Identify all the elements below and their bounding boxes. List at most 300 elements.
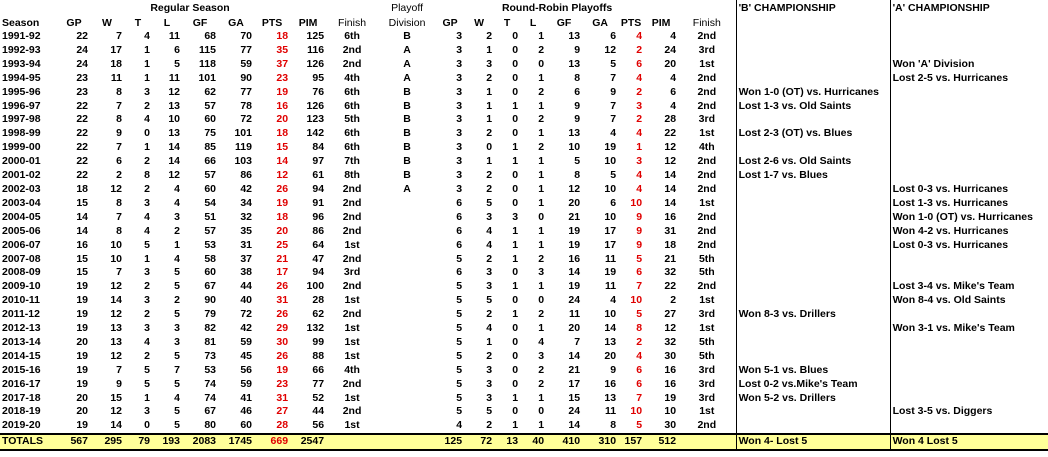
table-row [0,378,1048,392]
playoff-ga-cell: 13 [604,391,617,404]
a-championship-cell [890,44,1048,58]
pim-cell: 88 [312,349,325,362]
playoff-pim-cell: 10 [664,405,677,418]
season-cell: 2008-09 [2,266,41,279]
finish-cell: 1st [344,322,360,335]
playoff-t-cell: 0 [512,405,519,418]
table-row [0,266,1048,280]
w-cell: 10 [110,238,122,251]
playoff-pts-cell: 4 [636,30,643,42]
playoff-l-cell: 0 [538,210,545,223]
playoff-ga-cell: 14 [604,322,617,335]
playoff-w-cell: 2 [486,308,493,321]
playoff-pim-cell: 28 [664,113,677,126]
col-finish: Finish [338,17,367,29]
playoff-pim-cell: 30 [664,349,677,362]
table-row [0,86,1048,100]
finish-cell: 1st [344,391,360,404]
playoff-finish-cell: 2nd [697,419,717,432]
playoff-w-cell: 2 [486,182,493,195]
a-championship-cell: Lost 2-5 vs. Hurricanes [890,72,1048,86]
ga-cell: 119 [235,141,252,154]
a-championship-cell [890,392,1048,406]
finish-cell: 2nd [342,57,362,70]
pts-cell: 28 [276,419,289,432]
playoff-pts-cell: 4 [636,349,643,362]
table-row [0,127,1048,141]
l-cell: 11 [168,30,180,42]
playoff-ga-cell: 17 [604,238,617,251]
gf-cell: 60 [204,113,216,126]
t-cell: 0 [144,419,150,432]
pts-cell: 17 [276,266,289,279]
playoff-gp-cell: 3 [456,182,463,195]
gf-cell: 51 [204,210,216,223]
t-cell: 3 [144,85,150,98]
ga-cell: 32 [240,210,252,223]
t-cell: 2 [144,99,150,112]
pts-cell: 21 [276,252,289,265]
b-championship-cell: Won 8-3 vs. Drillers [736,308,890,322]
playoff-finish-cell: 3rd [698,43,715,56]
w-cell: 9 [116,127,122,140]
t-cell: 1 [144,252,150,265]
playoff-finish-cell: 5th [698,335,715,348]
w-cell: 7 [116,363,122,376]
pts-cell: 18 [276,210,289,223]
playoff-pim-cell: 4 [670,30,677,42]
playoff-gf-cell: 9 [574,43,581,56]
playoff-heading: Playoff [391,2,424,14]
t-cell: 3 [144,405,150,418]
pts-cell: 26 [276,349,289,362]
season-cell: 2013-14 [2,335,41,348]
totals-playoff-pim: 512 [644,434,678,450]
playoff-pts-cell: 4 [636,169,643,182]
pts-cell: 26 [276,308,289,321]
totals-a-championship: Won 4 Lost 5 [890,434,1048,450]
a-championship-cell [890,308,1048,322]
b-championship-heading: 'B' CHAMPIONSHIP [736,0,890,16]
pts-cell: 15 [276,141,289,154]
playoff-t-cell: 0 [512,43,519,56]
playoff-pts-cell: 6 [636,363,643,376]
season-cell: 1992-93 [2,43,41,56]
w-cell: 17 [110,43,122,56]
gf-cell: 67 [204,405,216,418]
totals-t: 79 [124,434,152,450]
a-championship-cell [890,155,1048,169]
playoff-l-cell: 0 [538,57,545,70]
playoff-pim-cell: 12 [664,141,677,154]
pts-cell: 12 [276,169,289,182]
playoff-w-cell: 4 [486,322,493,335]
playoff-pim-cell: 12 [664,155,677,168]
a-championship-cell [890,30,1048,44]
l-cell: 12 [168,85,180,98]
a-championship-cell: Won 4-2 vs. Hurricanes [890,225,1048,239]
l-cell: 2 [174,224,180,237]
playoff-l-cell: 1 [538,280,545,293]
playoff-gp-cell: 5 [456,377,463,390]
playoff-pts-cell: 6 [636,57,643,70]
gp-cell: 22 [76,155,88,168]
playoff-ga-cell: 11 [604,280,617,293]
playoff-finish-cell: 2nd [697,169,717,182]
division-cell [378,211,436,225]
totals-b-championship: Won 4- Lost 5 [736,434,890,450]
playoff-gp-cell: 5 [456,363,463,376]
regular-season-heading: Regular Season [150,2,230,14]
playoff-ga-cell: 19 [604,266,617,279]
w-cell: 7 [116,99,122,112]
playoff-ga-cell: 4 [610,127,617,140]
w-cell: 12 [110,182,122,195]
playoff-gp-cell: 6 [456,266,463,279]
finish-cell: 2nd [342,182,362,195]
l-cell: 4 [174,196,180,209]
season-cell: 1993-94 [2,57,41,70]
playoff-w-cell: 1 [486,335,493,348]
playoff-pim-cell: 6 [670,85,677,98]
table-row [0,211,1048,225]
playoff-gf-cell: 21 [568,363,581,376]
playoff-ga-cell: 5 [610,57,617,70]
b-championship-cell [736,266,890,280]
a-championship-cell: Lost 3-4 vs. Mike's Team [890,280,1048,294]
playoff-t-cell: 0 [512,363,519,376]
table-row [0,322,1048,336]
b-championship-cell [736,30,890,44]
ga-cell: 59 [240,57,252,70]
playoff-l-cell: 0 [538,405,545,418]
playoff-ga-cell: 20 [604,349,617,362]
totals-playoff-w: 72 [464,434,494,450]
gp-cell: 19 [76,377,88,390]
finish-cell: 1st [344,419,360,432]
playoff-l-cell: 2 [538,363,545,376]
playoff-gf-cell: 21 [568,210,581,223]
pts-cell: 27 [276,405,289,418]
b-championship-cell [736,183,890,197]
col-gp: GP [66,17,82,29]
l-cell: 4 [174,391,180,404]
playoff-ga-cell: 10 [604,308,617,321]
playoff-pim-cell: 24 [664,43,677,56]
col-ga: GA [228,17,244,29]
pim-cell: 94 [312,182,325,195]
playoff-l-cell: 2 [538,113,545,126]
gf-cell: 57 [204,169,216,182]
playoff-gf-cell: 20 [568,322,581,335]
playoff-ga-cell: 13 [604,335,617,348]
pts-cell: 29 [276,322,289,335]
playoff-gp-cell: 3 [456,99,463,112]
t-cell: 5 [144,363,150,376]
playoff-t-cell: 0 [512,57,519,70]
pim-cell: 91 [312,196,325,209]
pts-cell: 14 [276,155,289,168]
header-row-top [0,0,1048,16]
playoff-pim-cell: 4 [670,99,677,112]
t-cell: 2 [144,308,150,321]
l-cell: 4 [174,182,180,195]
table-row [0,197,1048,211]
playoff-gf-cell: 14 [568,349,581,362]
playoff-gp-cell: 5 [456,322,463,335]
gp-cell: 22 [76,99,88,112]
w-cell: 12 [110,349,122,362]
playoff-finish-cell: 3rd [698,377,715,390]
gf-cell: 60 [204,182,216,195]
col-playoff-pim: PIM [651,17,671,29]
b-championship-cell [736,350,890,364]
playoff-gf-cell: 24 [568,294,581,307]
season-cell: 1994-95 [2,71,41,84]
col-playoff-t: T [503,17,511,29]
playoff-gp-cell: 3 [456,43,463,56]
finish-cell: 2nd [342,280,362,293]
gp-cell: 15 [76,252,88,265]
playoff-l-cell: 2 [538,85,545,98]
playoff-pim-cell: 21 [664,252,677,265]
playoff-pim-cell: 14 [664,169,677,182]
finish-cell: 7th [344,155,360,168]
gp-cell: 19 [76,363,88,376]
playoff-pim-cell: 2 [670,294,677,307]
playoff-ga-cell: 4 [610,294,617,307]
t-cell: 3 [144,294,150,307]
playoff-l-cell: 1 [538,196,545,209]
season-cell: 2010-11 [2,294,40,307]
w-cell: 7 [116,141,122,154]
division-cell: B [403,30,411,42]
gp-cell: 14 [76,210,88,223]
pim-cell: 116 [307,43,325,56]
season-cell: 2006-07 [2,238,41,251]
l-cell: 3 [174,210,180,223]
totals-gf: 2083 [182,434,218,450]
pts-cell: 23 [276,71,289,84]
playoff-ga-cell: 7 [610,71,617,84]
season-cell: 2016-17 [2,377,41,390]
table-row [0,364,1048,378]
playoff-ga-cell: 9 [610,85,617,98]
gp-cell: 14 [76,224,88,237]
pim-cell: 125 [306,30,325,42]
playoff-l-cell: 2 [538,308,545,321]
season-cell: 2001-02 [2,169,41,182]
division-cell [378,405,436,419]
table-row [0,239,1048,253]
ga-cell: 59 [240,335,252,348]
w-cell: 14 [110,419,122,432]
gf-cell: 54 [204,196,216,209]
playoff-pts-cell: 9 [636,238,643,251]
b-championship-cell: Lost 1-3 vs. Old Saints [736,100,890,114]
t-cell: 3 [144,322,150,335]
col-w: W [102,17,112,29]
playoff-pts-cell: 5 [636,308,643,321]
a-championship-cell: Won 3-1 vs. Mike's Team [890,322,1048,336]
playoff-finish-cell: 2nd [697,210,717,223]
playoff-l-cell: 1 [538,155,545,168]
division-cell [378,364,436,378]
col-division: Division [388,17,426,29]
gf-cell: 57 [204,99,216,112]
playoff-pts-cell: 2 [636,85,643,98]
playoff-t-cell: 0 [512,294,519,307]
pts-cell: 37 [276,57,289,70]
playoff-gf-cell: 20 [568,196,581,209]
b-championship-cell: Lost 0-2 vs.Mike's Team [736,378,890,392]
playoff-w-cell: 2 [486,127,493,140]
playoff-pim-cell: 16 [664,363,677,376]
season-cell: 2009-10 [2,280,41,293]
playoff-t-cell: 0 [512,322,519,335]
finish-cell: 1st [344,335,360,348]
playoff-gp-cell: 3 [456,127,463,140]
playoff-gf-cell: 14 [568,419,581,432]
playoff-w-cell: 4 [486,238,493,251]
a-championship-cell: Won 8-4 vs. Old Saints [890,294,1048,308]
season-cell: 1991-92 [2,30,41,42]
totals-w: 295 [90,434,124,450]
playoff-t-cell: 1 [512,238,519,251]
playoff-w-cell: 5 [486,294,493,307]
playoff-gp-cell: 6 [456,196,463,209]
gf-cell: 85 [204,141,216,154]
t-cell: 0 [144,127,150,140]
playoff-finish-cell: 2nd [697,182,717,195]
playoff-t-cell: 0 [512,349,519,362]
playoff-pts-cell: 6 [636,377,643,390]
gf-cell: 75 [204,127,216,140]
division-cell [378,239,436,253]
finish-cell: 3rd [343,266,361,279]
playoff-ga-cell: 8 [610,419,617,432]
playoff-gf-cell: 5 [574,155,581,168]
season-cell: 1995-96 [2,85,41,98]
division-cell [378,266,436,280]
finish-cell: 6th [344,30,360,42]
gf-cell: 101 [198,71,216,84]
finish-cell: 2nd [342,224,362,237]
playoff-l-cell: 1 [538,169,545,182]
ga-cell: 77 [240,43,252,56]
b-championship-cell [736,141,890,155]
playoff-gp-cell: 5 [456,252,463,265]
col-pim: PIM [298,17,318,29]
playoff-l-cell: 1 [538,224,545,237]
totals-playoff-ga: 310 [582,434,618,450]
ga-cell: 42 [240,182,252,195]
pim-cell: 123 [306,113,325,126]
w-cell: 8 [116,196,122,209]
playoff-finish-cell: 1st [699,294,715,307]
pim-cell: 47 [312,252,325,265]
playoff-gp-cell: 3 [456,57,463,70]
t-cell: 5 [144,238,150,251]
ga-cell: 60 [240,419,252,432]
pts-cell: 31 [276,391,289,404]
gp-cell: 24 [76,43,88,56]
playoff-pim-cell: 16 [664,377,677,390]
l-cell: 5 [174,308,180,321]
playoff-gf-cell: 13 [568,57,581,70]
division-cell [378,294,436,308]
l-cell: 5 [174,266,180,279]
a-championship-cell [890,86,1048,100]
season-cell: 1999-00 [2,141,41,154]
gp-cell: 20 [76,335,88,348]
totals-playoff-t: 13 [494,434,520,450]
playoff-w-cell: 4 [486,224,493,237]
a-championship-cell: Won 1-0 (OT) vs. Hurricanes [890,211,1048,225]
totals-playoff-l: 40 [520,434,546,450]
playoff-finish-cell: 1st [699,405,715,418]
division-cell [378,253,436,267]
playoff-w-cell: 5 [486,196,493,209]
division-cell: A [403,182,411,195]
totals-ga: 1745 [218,434,254,450]
season-cell: 2017-18 [2,391,41,404]
ga-cell: 70 [240,30,252,42]
totals-playoff-pts: 157 [618,434,644,450]
col-playoff-gp: GP [442,17,458,29]
finish-cell: 6th [344,141,360,154]
finish-cell: 2nd [342,210,362,223]
table-row [0,405,1048,419]
table-row [0,294,1048,308]
b-championship-cell: Won 1-0 (OT) vs. Hurricanes [736,86,890,100]
b-championship-cell [736,322,890,336]
playoff-t-cell: 1 [512,391,519,404]
l-cell: 4 [174,252,180,265]
ga-cell: 72 [240,113,252,126]
playoff-pim-cell: 32 [664,335,677,348]
finish-cell: 2nd [342,196,362,209]
playoff-w-cell: 3 [486,391,493,404]
table-row [0,169,1048,183]
playoff-gp-cell: 3 [456,113,463,126]
playoff-l-cell: 1 [538,99,545,112]
playoff-finish-cell: 1st [699,127,715,140]
table-row [0,58,1048,72]
totals-pim: 2547 [290,434,326,450]
playoff-l-cell: 2 [538,252,545,265]
playoff-t-cell: 1 [512,141,519,154]
playoff-gp-cell: 5 [456,405,463,418]
gp-cell: 22 [76,169,88,182]
pts-cell: 26 [276,182,289,195]
w-cell: 15 [110,391,122,404]
playoff-pim-cell: 22 [664,280,677,293]
playoff-t-cell: 1 [512,224,519,237]
playoff-w-cell: 2 [486,30,493,42]
playoff-t-cell: 0 [512,71,519,84]
playoff-w-cell: 2 [486,349,493,362]
pts-cell: 31 [276,294,289,307]
playoff-gp-cell: 6 [456,238,463,251]
col-playoff-w: W [474,17,485,29]
playoff-gf-cell: 14 [568,266,581,279]
col-l: L [163,17,171,29]
gf-cell: 53 [204,363,216,376]
totals-playoff-gf: 410 [546,434,582,450]
ga-cell: 44 [240,280,252,293]
gp-cell: 22 [76,30,88,42]
